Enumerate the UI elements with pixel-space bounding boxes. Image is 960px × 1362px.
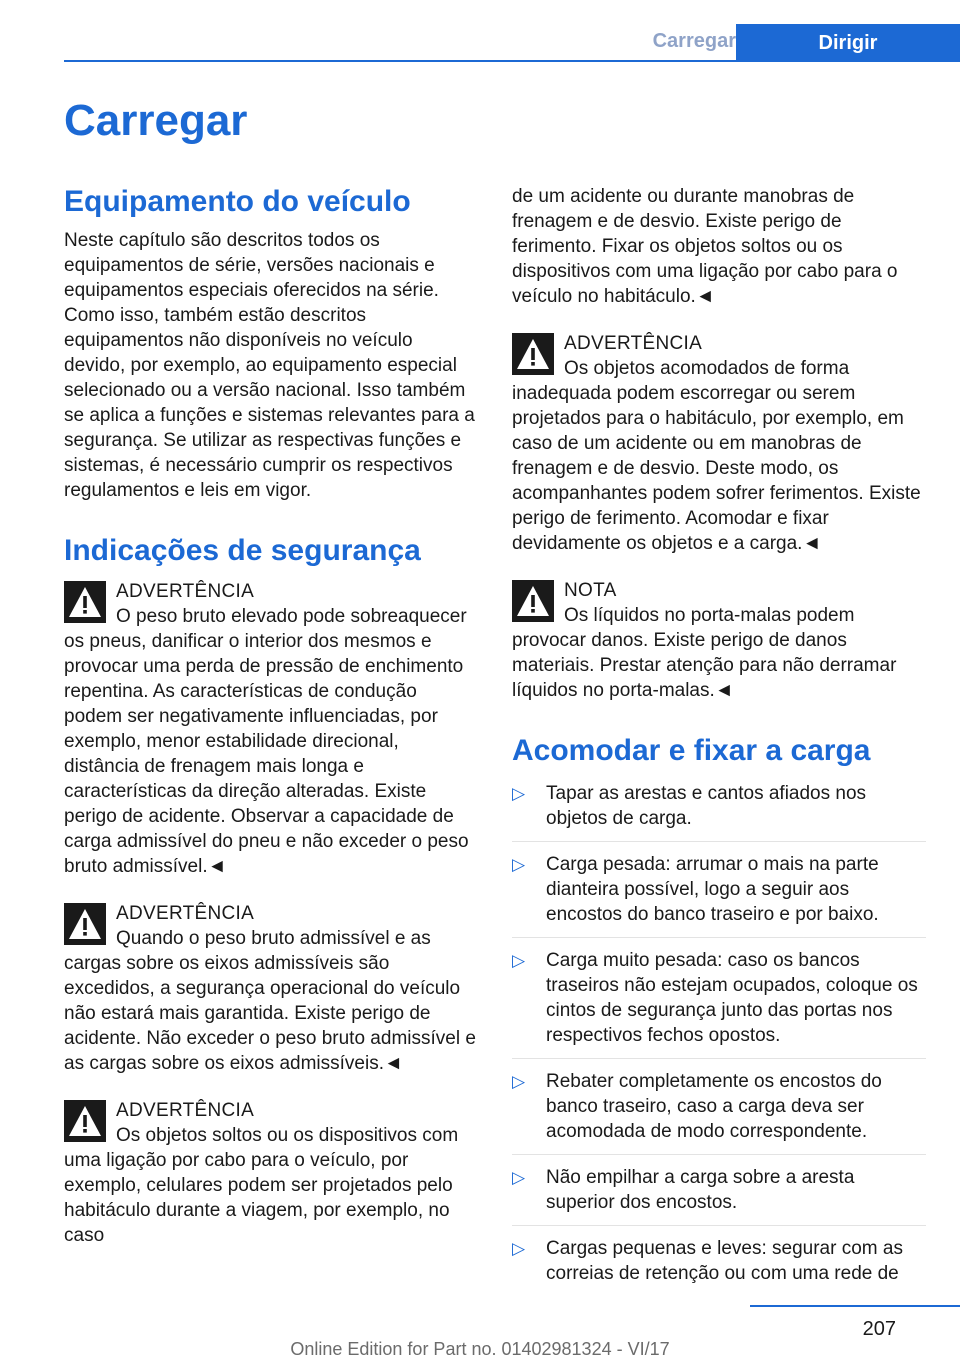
- heading-seguranca: Indicações de segurança: [64, 534, 421, 567]
- tab-dirigir[interactable]: Dirigir: [736, 24, 960, 62]
- cargo-list: [512, 781, 926, 1296]
- bullet-triangle-icon: ▷: [512, 784, 526, 803]
- warning-text: Os objetos acomodados de forma inadequada podem escorregar ou serem projetados para o habitáculo, por exemplo, em caso de um acidente ou em manobras de frenagem e de desvio. Deste modo, os acompanhantes podem sofrer ferimentos. Existe perigo de ferimento. Acomodar e fixar devidamente os objetos e a carga.◄: [512, 358, 921, 554]
- tab-carregar[interactable]: Carregar: [652, 30, 736, 52]
- header-rule: [64, 60, 960, 62]
- note-text: Os líquidos no porta-malas podem provocar danos. Existe perigo de danos materiais. Prestar atenção para não derramar líquidos no porta-malas.◄: [512, 605, 897, 701]
- section-equipamento: [64, 184, 478, 503]
- bullet-triangle-icon: ▷: [512, 855, 526, 874]
- warning-label: ADVERTÊNCIA: [116, 903, 255, 924]
- edition-footer: Online Edition for Part no. 01402981324 - VI/17: [290, 1339, 670, 1359]
- note-triangle-icon: [512, 580, 554, 622]
- bullet-triangle-icon: ▷: [512, 1239, 526, 1258]
- heading-acomodar: Acomodar e fixar a carga: [512, 734, 871, 767]
- note-block: [512, 578, 926, 703]
- warning-block: [512, 331, 926, 556]
- equipamento-body: Neste capítulo são descritos todos os equipamentos de série, versões nacionais e equipamentos especiais oferecidos na série. Como isso, também estão descritos equipamentos não disponíveis no veículo devido, por exemplo, ao equipamento especial selecionado ou a versão nacional. Isso também se aplica a funções e sistemas relevantes para a segurança. Se utilizar as respectivas funções e sistemas, é necessário cumprir os respectivos regulamentos e leis em vigor.: [64, 230, 475, 501]
- section-acomodar: [512, 733, 926, 1296]
- warning-continuation: de um acidente ou durante manobras de frenagem e de desvio. Existe perigo de ferimento. Fixar os objetos soltos ou os dispositivos com uma ligação por cabo para o veículo no habitáculo.◄: [512, 186, 898, 307]
- warning-text: O peso bruto elevado pode sobreaquecer os pneus, danificar o interior dos mesmos e provocar uma perda de pressão de enchimento repentina. As características de condução podem ser negativamente influenciadas, por exemplo, menor estabilidade direcional, distância de frenagem mais longa e características da direção alteradas. Existe perigo de acidente. Observar a capacidade de carga admissível do pneu e não exceder o peso bruto admissível.◄: [64, 606, 469, 877]
- warning-text: Quando o peso bruto admissível e as cargas sobre os eixos admissíveis são excedidos, a segurança operacional do veículo não estará mais garantida. Existe perigo de acidente. Não exceder o peso bruto admissível e as cargas sobre os eixos admissíveis.◄: [64, 928, 476, 1074]
- page-title: Carregar: [64, 96, 248, 145]
- warning-block: [64, 901, 478, 1076]
- footer-rule: [750, 1305, 960, 1307]
- warning-label: ADVERTÊNCIA: [564, 333, 703, 354]
- list-item: ▷ Rebater completamente os encostos do banco traseiro, caso a carga deva ser acomodada de modo correspondente.: [512, 1069, 926, 1155]
- warning-label: ADVERTÊNCIA: [116, 1100, 255, 1121]
- section-seguranca: [64, 533, 478, 1248]
- list-item: ▷ Cargas pequenas e leves: segurar com as correias de retenção ou com uma rede de: [512, 1238, 903, 1284]
- heading-equipamento: Equipamento do veículo: [64, 185, 411, 218]
- warning-triangle-icon: [512, 333, 554, 375]
- page-number: 207: [862, 1318, 896, 1340]
- warning-block: [64, 579, 478, 879]
- list-item: ▷ Não empilhar a carga sobre a aresta superior dos encostos.: [512, 1165, 926, 1226]
- warning-label: ADVERTÊNCIA: [116, 581, 255, 602]
- bullet-triangle-icon: ▷: [512, 951, 526, 970]
- warning-triangle-icon: [64, 1100, 106, 1142]
- warning-triangle-icon: [64, 903, 106, 945]
- bullet-triangle-icon: ▷: [512, 1168, 526, 1187]
- list-item: ▷ Tapar as arestas e cantos afiados nos objetos de carga.: [512, 781, 926, 842]
- right-column: [512, 184, 926, 1326]
- warning-triangle-icon: [64, 581, 106, 623]
- list-item: ▷ Carga muito pesada: caso os bancos traseiros não estejam ocupados, coloque os cintos de segurança junto das portas nos respectivos fechos opostos.: [512, 948, 926, 1059]
- page-header: [64, 24, 960, 62]
- bullet-triangle-icon: ▷: [512, 1072, 526, 1091]
- warning-block: [64, 1098, 478, 1248]
- note-label: NOTA: [564, 580, 617, 601]
- warning-text: Os objetos soltos ou os dispositivos com uma ligação por cabo para o veículo, por exemplo, celulares podem ser projetados pelo habitáculo durante a viagem, por exemplo, no caso: [64, 1125, 459, 1246]
- left-column: [64, 184, 478, 1278]
- list-item: ▷ Carga pesada: arrumar o mais na parte dianteira possível, logo a seguir aos encostos do banco traseiro e por baixo.: [512, 852, 926, 938]
